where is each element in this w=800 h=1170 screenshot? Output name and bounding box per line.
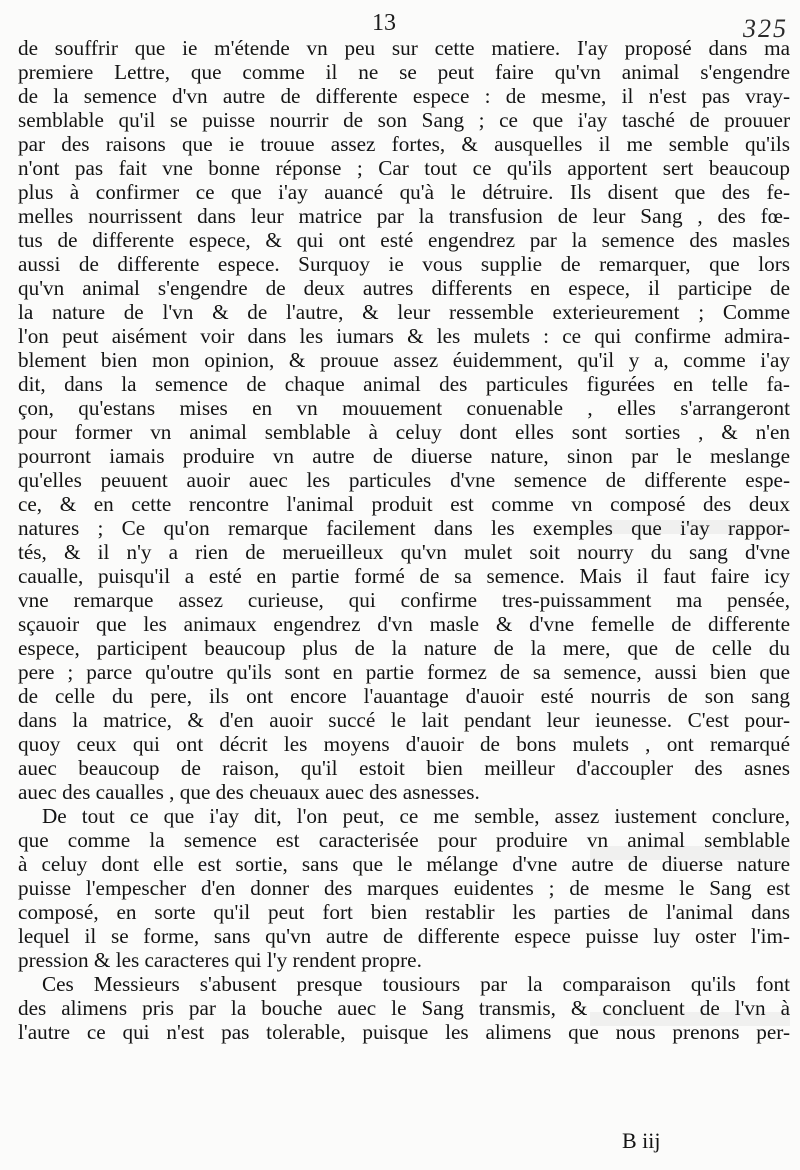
text-line: espece, participent beaucoup plus de la nature de la mere, que de celle du bbox=[18, 636, 790, 660]
text-line: dit, dans la semence de chaque animal des particules figurées en telle fa- bbox=[18, 372, 790, 396]
text-line: blement bien mon opinion, & prouue assez éuidemment, qu'il y a, comme i'ay bbox=[18, 348, 790, 372]
text-line: semblable qu'il se puisse nourrir de son Sang ; ce que i'ay tasché de prouuer bbox=[18, 108, 790, 132]
handwritten-folio-number: 325 bbox=[743, 14, 788, 43]
signature-mark: B iij bbox=[622, 1128, 661, 1153]
text-line: plus à confirmer ce que i'ay auancé qu'à le détruire. Ils disent que des fe- bbox=[18, 180, 790, 204]
text-line: de celle du pere, ils ont encore l'auantage d'auoir esté nourris de son sang bbox=[18, 684, 790, 708]
page-number: 13 bbox=[372, 10, 396, 36]
text-line: dans la matrice, & d'en auoir succé le lait pendant leur ieunesse. C'est pour- bbox=[18, 708, 790, 732]
body-text bbox=[18, 36, 790, 1044]
text-line: n'ont pas fait vne bonne réponse ; Car tout ce qu'ils apportent sert beaucoup bbox=[18, 156, 790, 180]
text-line: pression & les caracteres qui l'y rendent propre. bbox=[18, 948, 422, 972]
text-line: lequel il se forme, sans qu'vn autre de differente espece puisse luy oster l'im- bbox=[18, 924, 790, 948]
text-line: çon, qu'estans mises en vn mouuement conuenable , elles s'arrangeront bbox=[18, 396, 790, 420]
text-line: Ces Messieurs s'abusent presque tousiours par la comparaison qu'ils font bbox=[42, 972, 790, 996]
text-line: pour former vn animal semblable à celuy dont elles sont sorties , & n'en bbox=[18, 420, 790, 444]
text-line: auec des caualles , que des cheuaux auec des asnesses. bbox=[18, 780, 480, 804]
text-line: que comme la semence est caracterisée pour produire vn animal semblable bbox=[18, 828, 790, 852]
text-line: qu'vn animal s'engendre de deux autres differents en espece, il participe de bbox=[18, 276, 790, 300]
text-line: la nature de l'vn & de l'autre, & leur ressemble exterieurement ; Comme bbox=[18, 300, 790, 324]
text-line: puisse l'empescher d'en donner des marques euidentes ; de mesme le Sang est bbox=[18, 876, 790, 900]
text-line: par des raisons que ie trouue assez fortes, & ausquelles il me semble qu'ils bbox=[18, 132, 790, 156]
text-line: caualle, puisqu'il a esté en partie formé de sa semence. Mais il faut faire icy bbox=[18, 564, 790, 588]
text-line: des alimens pris par la bouche auec le Sang transmis, & concluent de l'vn à bbox=[18, 996, 790, 1020]
text-line: de souffrir que ie m'étende vn peu sur cette matiere. I'ay proposé dans ma bbox=[18, 36, 790, 60]
text-line: l'autre ce qui n'est pas tolerable, puisque les alimens que nous prenons per- bbox=[18, 1020, 790, 1044]
text-line: natures ; Ce qu'on remarque facilement dans les exemples que i'ay rappor- bbox=[18, 516, 790, 540]
text-line: vne remarque assez curieuse, qui confirme tres-puissamment ma pensée, bbox=[18, 588, 790, 612]
text-line: tés, & il n'y a rien de merueilleux qu'vn mulet soit nourry du sang d'vne bbox=[18, 540, 790, 564]
text-line: melles nourrissent dans leur matrice par la transfusion de leur Sang , des fœ- bbox=[18, 204, 790, 228]
text-line: De tout ce que i'ay dit, l'on peut, ce me semble, assez iustement conclure, bbox=[42, 804, 790, 828]
text-line: de la semence d'vn autre de differente espece : de mesme, il n'est pas vray- bbox=[18, 84, 790, 108]
text-line: à celuy dont elle est sortie, sans que le mélange d'vne autre de diuerse nature bbox=[18, 852, 790, 876]
text-line: aussi de differente espece. Surquoy ie vous supplie de remarquer, que lors bbox=[18, 252, 790, 276]
text-line: quoy ceux qui ont décrit les moyens d'auoir de bons mulets , ont remarqué bbox=[18, 732, 790, 756]
text-line: pourront iamais produire vn autre de diuerse nature, sinon par le meslange bbox=[18, 444, 790, 468]
text-line: qu'elles peuuent auoir auec les particules d'vne semence de differente espe- bbox=[18, 468, 790, 492]
text-line: tus de differente espece, & qui ont esté engendrez par la semence des masles bbox=[18, 228, 790, 252]
text-line: sçauoir que les animaux engendrez d'vn masle & d'vne femelle de differente bbox=[18, 612, 790, 636]
text-line: premiere Lettre, que comme il ne se peut faire qu'vn animal s'engendre bbox=[18, 60, 790, 84]
text-line: composé, en sorte qu'il peut fort bien restablir les parties de l'animal dans bbox=[18, 900, 790, 924]
text-line: l'on peut aisément voir dans les iumars & les mulets : ce qui confirme admira- bbox=[18, 324, 790, 348]
text-line: auec beaucoup de raison, qu'il estoit bien meilleur d'accoupler des asnes bbox=[18, 756, 790, 780]
text-line: ce, & en cette rencontre l'animal produit est comme vn composé des deux bbox=[18, 492, 790, 516]
text-line: pere ; parce qu'outre qu'ils sont en partie formez de sa semence, aussi bien que bbox=[18, 660, 790, 684]
